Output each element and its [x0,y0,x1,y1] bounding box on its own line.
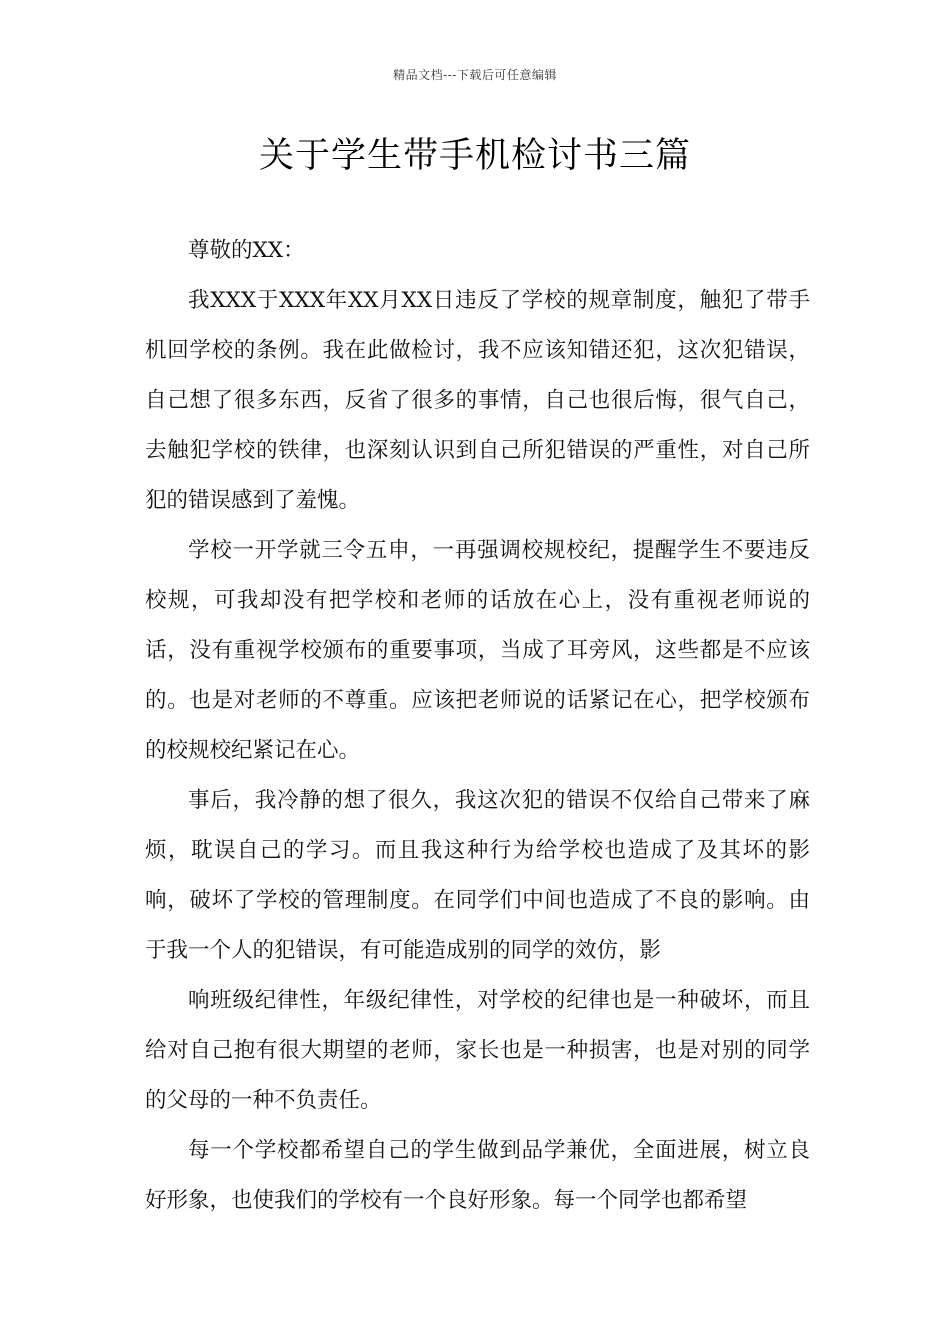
header-note: 精品文档---下载后可任意编辑 [393,68,557,82]
body-paragraph-3: 事后，我冷静的想了很久，我这次犯的错误不仅给自己带来了麻烦，耽误自己的学习。而且我这种行为给学校也造成了及其坏的影响，破坏了学校的管理制度。在同学们中间也造成了不良的影响。由于我一个人的犯错误，有可能造成别的同学的效仿，影 [145,788,810,963]
body-paragraph-4: 响班级纪律性，年级纪律性，对学校的纪律也是一种破坏，而且给对自己抱有很大期望的老师，家长也是一种损害，也是对别的同学的父母的一种不负责任。 [145,988,810,1113]
document-body [145,226,810,1226]
body-paragraph-1: 我XXX于XXX年XX月XX日违反了学校的规章制度，触犯了带手机回学校的条例。我在此做检讨，我不应该知错还犯，这次犯错误，自己想了很多东西，反省了很多的事情，自己也很后悔，很气自己，去触犯学校的铁律，也深刻认识到自己所犯错误的严重性，对自己所犯的错误感到了羞愧。 [145,288,810,513]
body-paragraph-5: 每一个学校都希望自己的学生做到品学兼优，全面进展，树立良好形象，也使我们的学校有一个良好形象。每一个同学也都希望 [145,1138,810,1213]
salutation: 尊敬的XX： [188,238,305,263]
document-title: 关于学生带手机检讨书三篇 [258,136,691,176]
body-paragraph-2: 学校一开学就三令五申，一再强调校规校纪，提醒学生不要违反校规，可我却没有把学校和老师的话放在心上，没有重视老师说的话，没有重视学校颁布的重要事项，当成了耳旁风，这些都是不应该的。也是对老师的不尊重。应该把老师说的话紧记在心，把学校颁布的校规校纪紧记在心。 [145,538,810,763]
